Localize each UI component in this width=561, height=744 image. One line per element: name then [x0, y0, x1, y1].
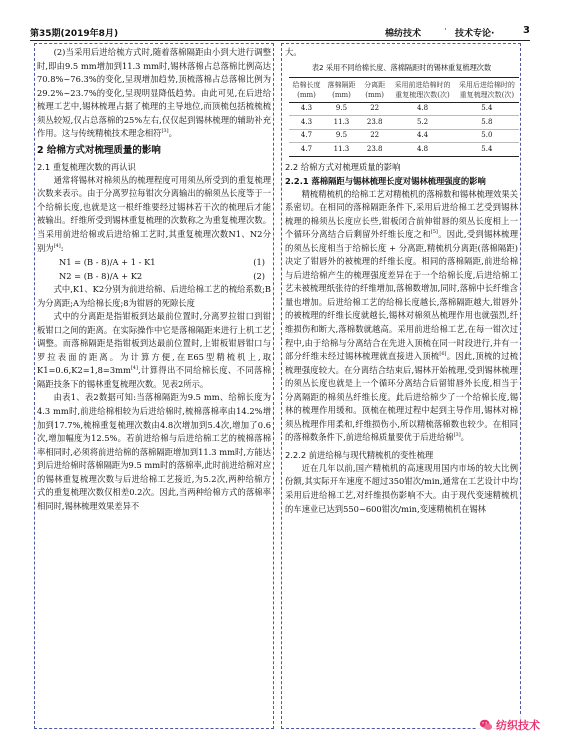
table-cell: 11.3: [324, 116, 359, 130]
table-cell: 22: [359, 129, 390, 143]
wechat-icon: [479, 718, 493, 732]
paragraph: 式中的分离距是指钳板到达最前位置时,分离罗拉钳口到钳板钳口之间的距离。在实际操作中它是落棉隔距来进行上机工艺调整。而落棉隔距是指钳板到达最前位置时,上钳板钳唇钳口与罗拉表面的距离。为计算方便,在E65型精梳机上,取K1=0.6,K2=1,8=3mm[4],计算得出不同给棉长度、不同落棉隔距技条下的锡林重复梳理次数。见表2所示。: [37, 311, 271, 389]
table-row: [289, 143, 519, 157]
column-name: 技术专论·: [455, 29, 495, 39]
table-header-cell: 分离距(mm): [359, 77, 390, 102]
equation-number: (2): [253, 271, 265, 282]
table-cell: 4.4: [390, 129, 454, 143]
table-cell: 5.0: [455, 129, 519, 143]
table-cell: 4.8: [390, 143, 454, 157]
table-cell: 23.8: [359, 116, 390, 130]
watermark: [476, 716, 543, 734]
table-cell: 9.5: [324, 129, 359, 143]
table-cell: 5.8: [455, 116, 519, 130]
table-header-cell: 给棉长度(mm): [289, 77, 324, 102]
citation: [3]: [161, 128, 169, 135]
paragraph: 式中,K1、K2分别为前进给棉、后进给棉工艺的梳给系数;B为分离距;A为给棉长度;8为钳唇的死隙长度: [37, 284, 271, 308]
table-header-row: [289, 77, 519, 102]
table-header-cell: 采用前进给棉时的重复梳理次数(次): [390, 77, 454, 102]
table-header-cell: 采用后进给棉时的重复梳理次数(次): [455, 77, 519, 102]
watermark-text: 纺织技术: [496, 719, 540, 732]
issue-label: 第35期(2019年8月): [30, 29, 119, 39]
citation: [6]: [439, 351, 447, 358]
equation: [37, 255, 271, 269]
table-cell: 23.8: [359, 143, 390, 157]
citation: [4]: [53, 242, 61, 249]
table-header-cell: 落棉隔距(mm): [324, 77, 359, 102]
table-cell: 11.3: [324, 143, 359, 157]
paragraph: 近在几年以前,国产精梳机的高速现用国内市场的较大比例份额,其实际开车速度不超过350钳次/min,通常在工艺设计中均采用后进给棉工艺,对纤维损伤影响不大。由于现代变速精梳机的车速业已达到550~600钳次/min,变速精梳机在锡林: [285, 462, 518, 514]
citation: [5]: [430, 229, 438, 236]
table-cell: 4.8: [390, 102, 454, 116]
subsection-heading: 2.1 重复梳理次数的再认识: [37, 161, 136, 172]
header-separator: ·: [444, 25, 447, 35]
paragraph: (2)当采用后进给梳方式时,随着落棉隔距由小到大进行调整时,即由9.5 mm增加到11.3 mm时,锡林落棉占总落棉比例高达70.8%~76.3%的变化,呈现增加趋势,顶梳落棉占总落棉比例为29.2%~23.7%的变化,呈现明显降低趋势。由此可见,在后进给梳理工艺中,锡林梳理占据了梳理的主导地位,而顶梳包括梳梳梳须丛较短,仅占总落棉的25%左右,仅仅起到锡林梳理的辅助补充作用。这与传统精梳技术理念相符[3]。: [37, 47, 271, 139]
citation: [4]: [130, 365, 138, 372]
left-column: [34, 43, 274, 729]
subsection-heading: 2.2 给棉方式对梳理质量的影响: [285, 161, 401, 172]
equation-number: (1): [253, 257, 265, 268]
journal-name: 棉纺技术: [385, 29, 422, 39]
paragraph: 通常将锡林对棉须丛的梳理程度可用须丛所受到的重复梳理次数来表示。由于分离罗拉每钳次分离输出的棉须丛长度等于一个给棉长度,也就是这一根纤维要经过锡林若干次的梳理后才能被输出。纤维所受到锡林重复梳理的次数称之为重复梳理次数。当采用前进给棉或后进给棉工艺时,其重复梳理次数N1、N2分别为[4]:: [37, 174, 271, 253]
table-cell: 22: [359, 102, 390, 116]
page-header: [30, 26, 530, 41]
data-table: [289, 77, 519, 157]
section-heading: 2 给棉方式对梳理质量的影响: [37, 144, 161, 156]
table-row: [289, 102, 519, 116]
paragraph: 精梳精梳机的给棉工艺对精梳机的落棉数和锡林梳理效果关系密切。在相同的落棉隔距条件下,采用后进给棉工艺受到锡林梳理的棉须丛长度应长些,钳板闭合前伸钳唇的须丛长度相上一个循环分离结合后剩留外纤维长度之和[5]。因此,受到锡林梳理的须丛长度相当于给棉长度 + 分离距,精梳机分离距(落棉隔距)决定了钳唇外的被梳理的纤维长度。相同的落棉隔距,前进给棉与后进给棉产生的梳理强度差异在于一个给棉长度,后进给棉工艺未被梳理纸张待的纤维增加,落棉数增加,同时,落棉中长纤维含量也增加。后进给棉工艺的给棉长度越长,落棉隔距越大,钳唇外的被梳理的纤维长度就越长,锡林对棉须丛梳理作用也就强烈,纤维损伤和断大,落棉数就越高。采用前进给棉工艺,在每一钳次过程中,由于给棉与分离结合在先进入顶梳在同一时段进行,并有一部分纤维未经过锡林梳理就直接进入顶梳[6]。因此,顶梳的过梳梳理强度较大。在分离结合结束后,锡林开始梳理,受到锡林梳理的须丛长度也就是上一个循环分离结合后留钳唇外长度,相当于分离隔距的棉须丛纤维长度。此后进给棉少了一个给棉长度,锡林的梳理作用缓和。顶梳在梳理过程中起到主导作用,锡林对棉须丛梳理作用柔和,纤维损伤小,所以精梳落棉数也较少。在相同的落棉数条件下,前进给棉质量要优于后进给棉[3]。: [285, 188, 518, 443]
page-number: 3: [523, 25, 530, 36]
citation: [3]: [453, 432, 461, 439]
subsubsection-heading: 2.2.2 前进给棉与现代精梳机的变性梳理: [285, 449, 434, 460]
table-cell: 5.4: [455, 102, 519, 116]
table-cell: 5.4: [455, 143, 519, 157]
equation-formula: N1 = (B - 8)/A + 1 - K1: [59, 257, 156, 268]
table-cell: 5.2: [390, 116, 454, 130]
subsubsection-heading: 2.2.1 落棉隔距与锡林梳理长度对锡林梳理强度的影响: [285, 175, 486, 186]
table-cell: 9.5: [324, 102, 359, 116]
paragraph: 大。: [285, 47, 302, 57]
table-cell: 4.7: [289, 143, 324, 157]
equation: [37, 269, 271, 283]
paragraph: 由表1、表2数据可知:当落棉隔距为9.5 mm、给棉长度为4.3 mm时,前进给棉相较为后进给棉时,梳棉落棉率由14.2%增加到17.7%,梳棉重复梳理次数由4.8次增加到5.4次,增加了0.6次,增加幅度为12.5%。若前进给棉与后进给棉工艺的梳棉落棉率相同时,必须将前进给棉的落棉隔距增加到11.3 mm时,方能达到后进给棉时落棉隔距为9.5 mm时的落棉率,此时前进给棉对应的锡林重复梳理次数与后进给棉工艺接近,为5.2次,两种给棉方式的重复梳理次数仅相差0.2次。因此,当两种给棉方式的落棉率相同时,锡林梳理效果差异不: [37, 392, 271, 511]
table-cell: 4.3: [289, 102, 324, 116]
table-cell: 4.7: [289, 129, 324, 143]
table-cell: 4.3: [289, 116, 324, 130]
equation-formula: N2 = (B - 8)/A + K2: [59, 271, 143, 282]
right-column: [281, 43, 521, 729]
table-caption: 表2 采用不同给棉长度、落棉隔距时的锡林重复梳理次数: [311, 62, 492, 72]
table-row: [289, 129, 519, 143]
table-row: [289, 116, 519, 130]
